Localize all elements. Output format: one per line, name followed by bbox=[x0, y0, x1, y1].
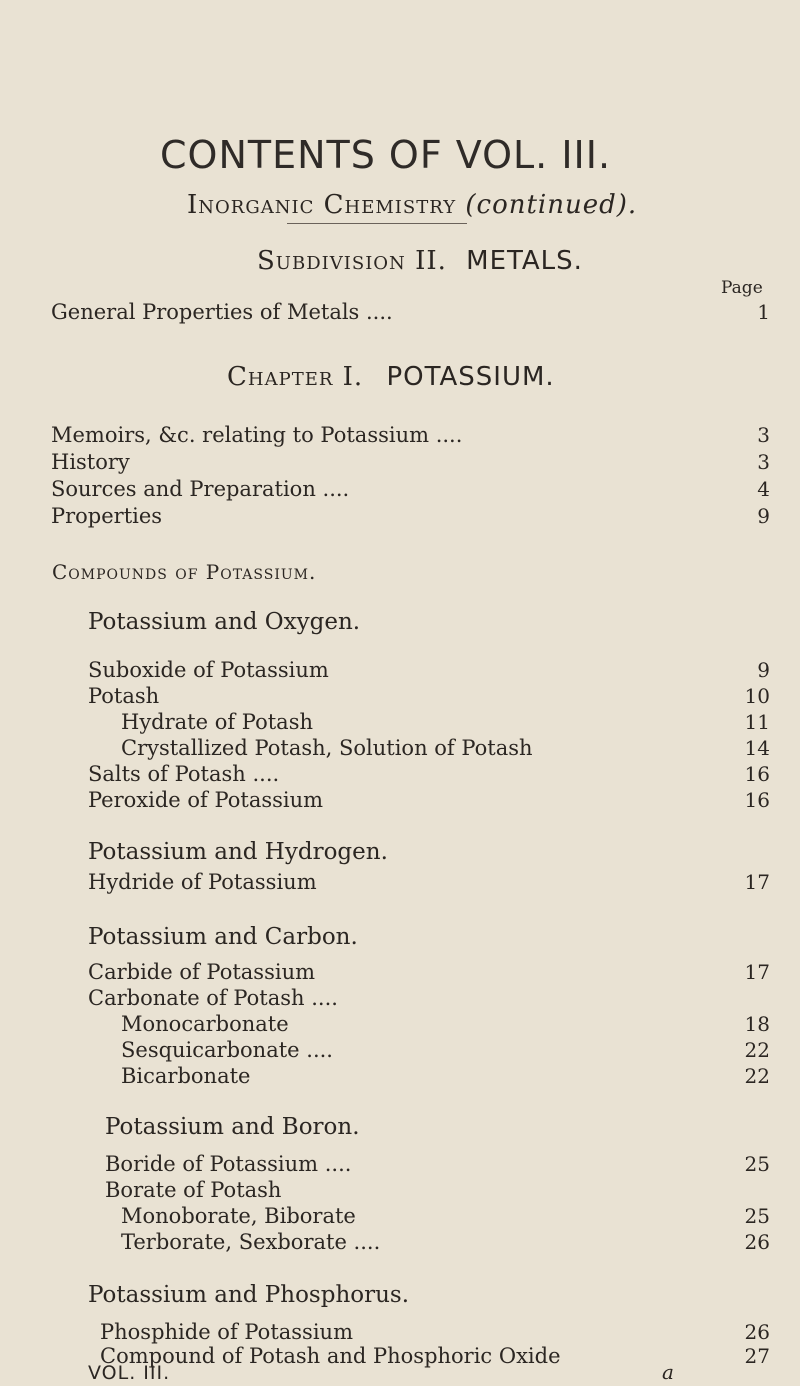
toc-page: 11 bbox=[744, 710, 770, 734]
toc-page: 4 bbox=[757, 477, 770, 501]
toc-entry: Borate of Potash bbox=[105, 1178, 282, 1202]
title-rule bbox=[287, 223, 467, 224]
toc-page: 9 bbox=[757, 658, 770, 682]
group-heading-hydrogen: Potassium and Hydrogen. bbox=[88, 839, 388, 865]
toc-entry: Crystallized Potash, Solution of Potash bbox=[121, 736, 533, 760]
toc-entry: Monoborate, Biborate bbox=[121, 1204, 356, 1228]
toc-page: 22 bbox=[744, 1064, 770, 1088]
subdivision-topic: METALS. bbox=[466, 246, 583, 276]
group-heading-phosphorus: Potassium and Phosphorus. bbox=[88, 1282, 410, 1308]
toc-entry: Terborate, Sexborate .... bbox=[121, 1230, 381, 1254]
toc-entry: Bicarbonate bbox=[121, 1064, 251, 1088]
subdivision-label: Subdivision II. bbox=[257, 246, 447, 276]
chapter-topic: POTASSIUM. bbox=[386, 362, 555, 392]
toc-page: 17 bbox=[744, 870, 770, 894]
chapter-heading bbox=[227, 362, 555, 392]
toc-page: 25 bbox=[744, 1152, 770, 1176]
toc-page: 9 bbox=[757, 504, 770, 528]
toc-entry: Boride of Potassium .... bbox=[105, 1152, 352, 1176]
toc-page: 16 bbox=[744, 788, 770, 812]
toc-entry: Sources and Preparation .... bbox=[51, 477, 350, 501]
toc-page: 3 bbox=[757, 450, 770, 474]
toc-entry: Carbonate of Potash .... bbox=[88, 986, 338, 1010]
toc-entry: Salts of Potash .... bbox=[88, 762, 280, 786]
toc-entry: Carbide of Potassium bbox=[88, 960, 316, 984]
toc-entry: Hydrate of Potash bbox=[121, 710, 313, 734]
toc-entry: Suboxide of Potassium bbox=[88, 658, 329, 682]
group-heading-oxygen: Potassium and Oxygen. bbox=[88, 609, 361, 635]
toc-page: 14 bbox=[744, 736, 770, 760]
toc-entry: History bbox=[51, 450, 130, 474]
subdivision-heading bbox=[257, 246, 583, 276]
footer-volume: VOL. III. bbox=[88, 1362, 171, 1384]
toc-page: 3 bbox=[757, 423, 770, 447]
group-heading-boron: Potassium and Boron. bbox=[105, 1114, 360, 1140]
section-heading-label: Inorganic Chemistry bbox=[187, 190, 457, 220]
toc-page: 25 bbox=[744, 1204, 770, 1228]
toc-page: 17 bbox=[744, 960, 770, 984]
page-title: CONTENTS OF VOL. III. bbox=[160, 133, 612, 177]
general-properties-label: General Properties of Metals .... bbox=[51, 300, 393, 324]
chapter-label: Chapter I. bbox=[227, 362, 364, 392]
group-heading-carbon: Potassium and Carbon. bbox=[88, 924, 358, 950]
page-column-label: Page bbox=[721, 278, 763, 298]
toc-entry: Monocarbonate bbox=[121, 1012, 289, 1036]
toc-entry: Properties bbox=[51, 504, 163, 528]
toc-page: 10 bbox=[744, 684, 770, 708]
toc-entry: Potash bbox=[88, 684, 160, 708]
toc-entry: Compound of Potash and Phosphoric Oxide bbox=[100, 1344, 561, 1368]
section-heading bbox=[187, 190, 637, 220]
section-heading-continued: (continued). bbox=[465, 190, 638, 220]
toc-page: 26 bbox=[744, 1230, 770, 1254]
toc-entry: Sesquicarbonate .... bbox=[121, 1038, 333, 1062]
toc-entry: Memoirs, &c. relating to Potassium .... bbox=[51, 423, 463, 447]
toc-entry: Hydride of Potassium bbox=[88, 870, 317, 894]
toc-page: 16 bbox=[744, 762, 770, 786]
toc-entry: Peroxide of Potassium bbox=[88, 788, 324, 812]
toc-entry: Phosphide of Potassium bbox=[100, 1320, 353, 1344]
footer-signature: a bbox=[662, 1360, 674, 1384]
compounds-heading: Compounds of Potassium. bbox=[52, 560, 317, 584]
toc-page: 18 bbox=[744, 1012, 770, 1036]
general-properties-page: 1 bbox=[757, 300, 770, 324]
toc-page: 22 bbox=[744, 1038, 770, 1062]
toc-page: 27 bbox=[744, 1344, 770, 1368]
toc-page: 26 bbox=[744, 1320, 770, 1344]
